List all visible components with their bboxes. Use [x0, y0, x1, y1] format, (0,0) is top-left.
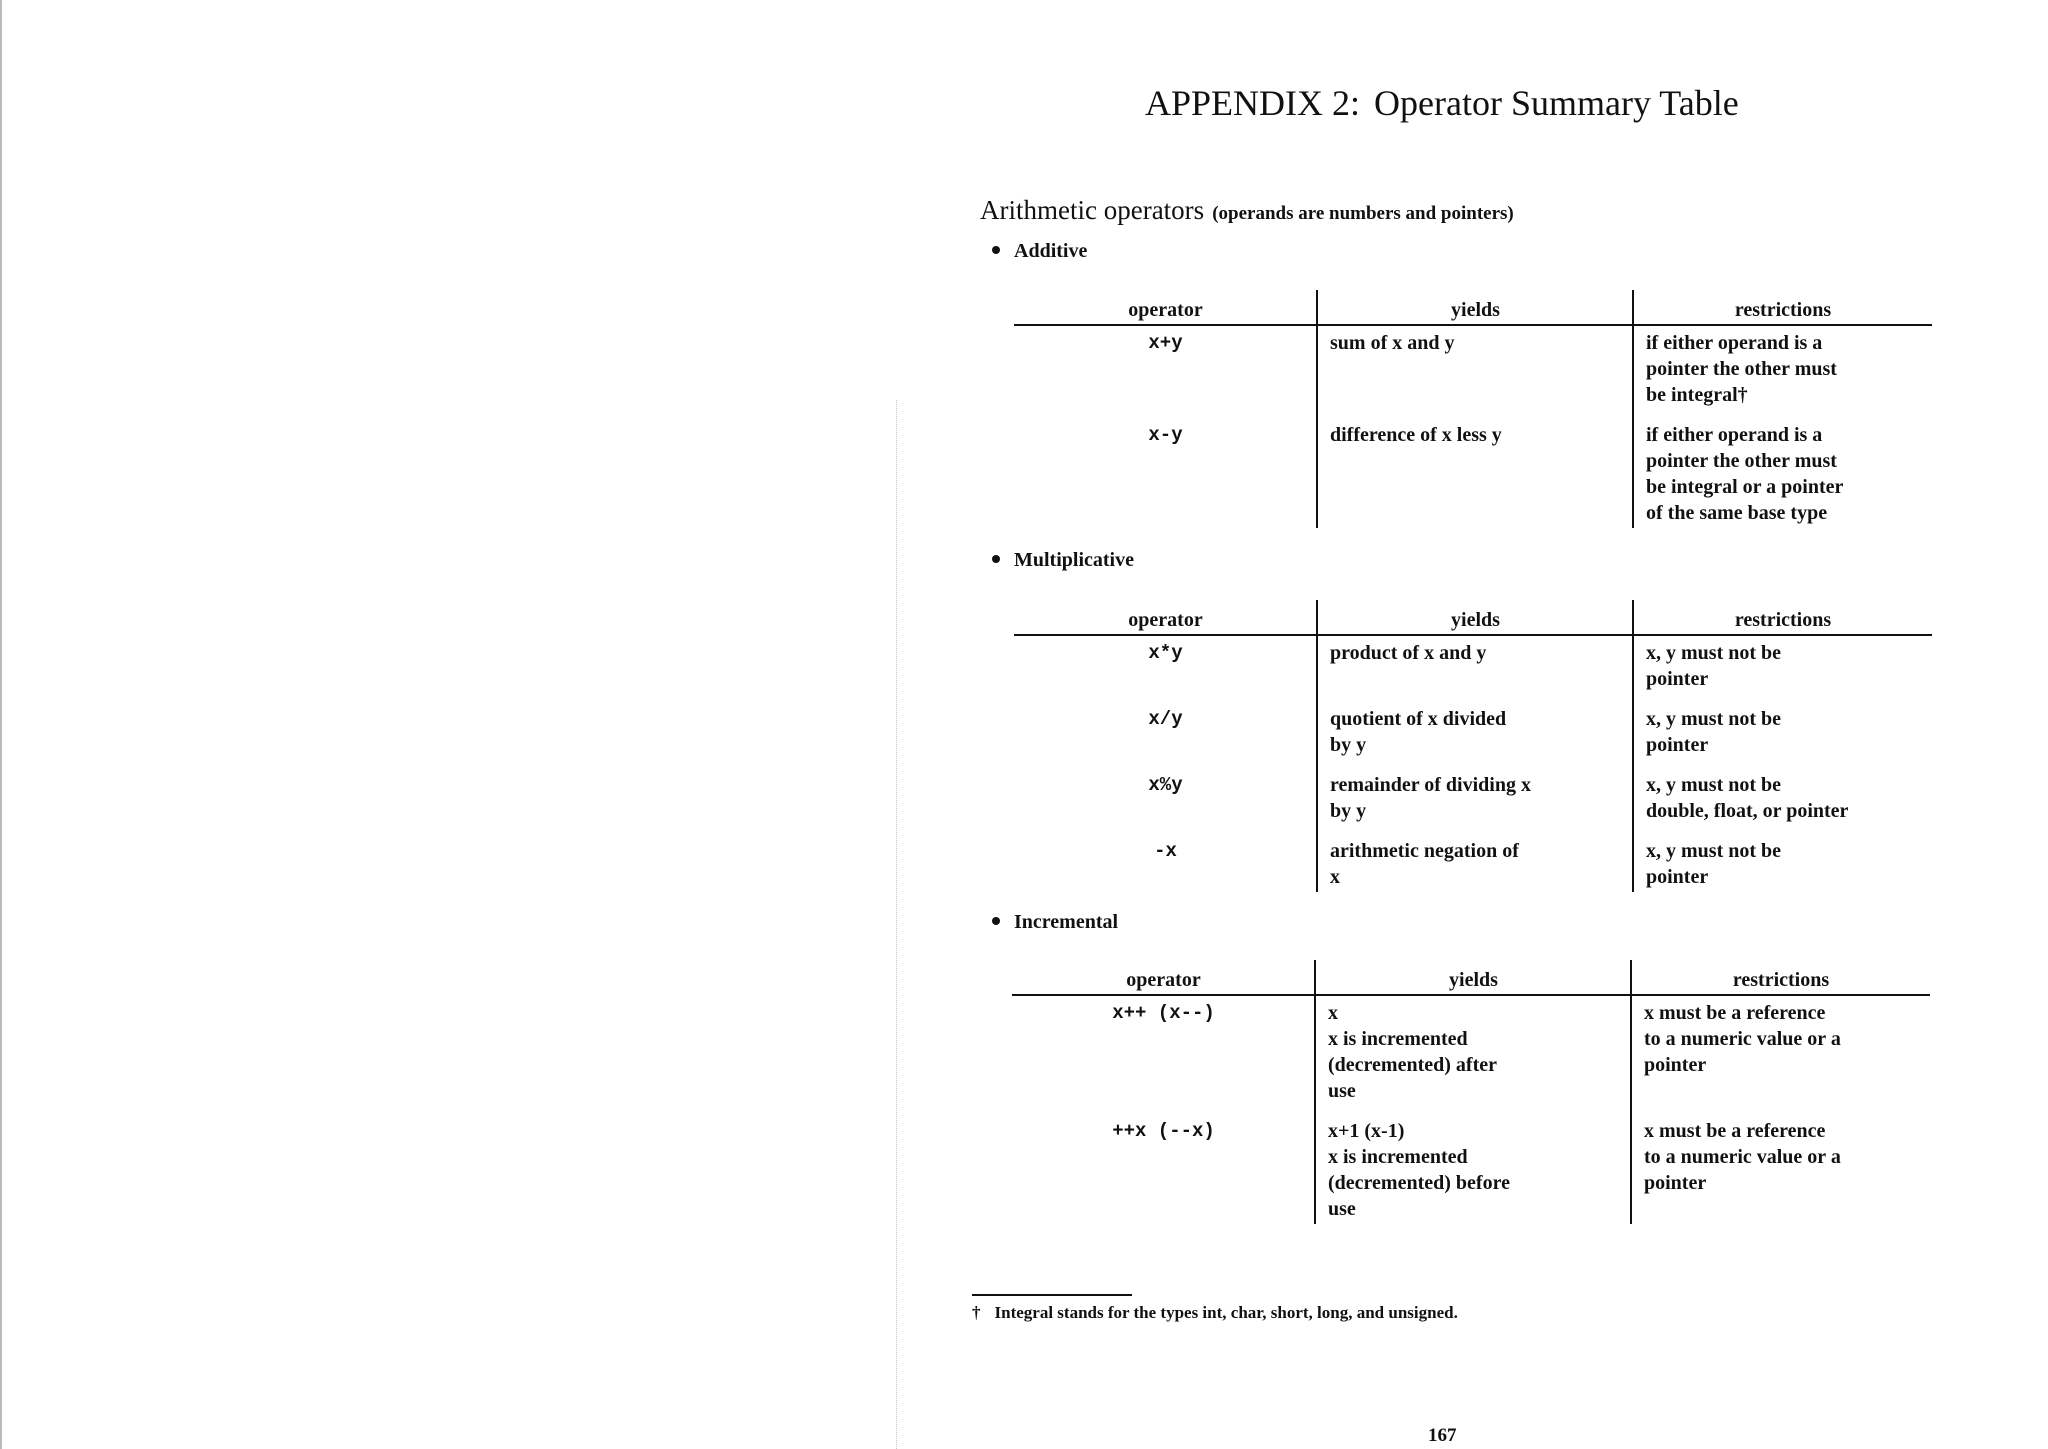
restrictions-cell [1644, 1000, 1841, 1078]
operator-cell: ++x (--x) [1112, 1120, 1215, 1142]
column-divider [1630, 960, 1632, 1224]
yields-cell [1330, 706, 1506, 758]
header-yields: yields [1449, 969, 1498, 991]
restrictions-line: x, y must not be [1646, 774, 1782, 796]
restrictions-line: x must be a reference [1644, 1120, 1826, 1142]
yields-cell [1330, 838, 1519, 890]
restrictions-cell [1646, 640, 1781, 692]
appendix-title: Operator Summary Table [1374, 83, 1739, 123]
restrictions-line: pointer [1644, 1054, 1707, 1076]
footnote-text: Integral stands for the types int, char, short, long, and unsigned. [994, 1303, 1458, 1322]
table-row [1014, 330, 1932, 422]
header-operator: operator [1126, 969, 1201, 991]
subhead-label: Incremental [1014, 911, 1119, 933]
restrictions-cell [1646, 422, 1843, 526]
table-row [1012, 1118, 1930, 1236]
restrictions-line: x, y must not be [1646, 708, 1782, 730]
table-body [1014, 326, 1932, 540]
appendix-label: APPENDIX 2: [1145, 83, 1361, 123]
restrictions-line: pointer [1646, 734, 1709, 756]
yields-line: x [1328, 1002, 1338, 1024]
table-header-row [1014, 600, 1932, 636]
yields-cell [1330, 422, 1502, 448]
restrictions-line: pointer [1646, 866, 1709, 888]
yields-line: sum of x and y [1330, 332, 1455, 354]
yields-cell [1328, 1118, 1510, 1222]
restrictions-line: to a numeric value or a [1644, 1028, 1841, 1050]
restrictions-line: x, y must not be [1646, 840, 1782, 862]
subhead-incremental [992, 911, 1118, 934]
yields-line: by y [1330, 800, 1367, 822]
additive-table [1014, 290, 1932, 540]
restrictions-cell [1646, 330, 1837, 408]
yields-line: use [1328, 1080, 1356, 1102]
yields-cell [1330, 330, 1454, 356]
operator-cell: x*y [1148, 642, 1183, 664]
multiplicative-table [1014, 600, 1932, 904]
page-title [1145, 82, 1739, 124]
restrictions-line: pointer [1646, 668, 1709, 690]
yields-line: x is incremented [1328, 1028, 1468, 1050]
header-yields: yields [1451, 299, 1500, 321]
section-title: Arithmetic operators [980, 195, 1205, 225]
subhead-label: Multiplicative [1014, 549, 1134, 571]
operator-cell: -x [1154, 840, 1177, 862]
operator-cell: x-y [1148, 424, 1183, 446]
restrictions-line: pointer the other must [1646, 450, 1837, 472]
operator-cell: x/y [1148, 708, 1183, 730]
restrictions-line: be integral or a pointer [1646, 476, 1844, 498]
table-body [1012, 996, 1930, 1236]
column-divider [1632, 290, 1634, 528]
yields-line: (decremented) before [1328, 1172, 1510, 1194]
column-divider [1632, 600, 1634, 892]
section-heading [980, 195, 1514, 226]
yields-line: use [1328, 1198, 1356, 1220]
page-number: 167 [1428, 1425, 1457, 1446]
table-body [1014, 636, 1932, 904]
dagger-symbol: † [972, 1303, 981, 1322]
restrictions-line: if either operand is a [1646, 332, 1823, 354]
restrictions-cell [1646, 772, 1848, 824]
restrictions-line: of the same base type [1646, 502, 1828, 524]
column-divider [1316, 600, 1318, 892]
subhead-additive [992, 240, 1087, 263]
restrictions-line: if either operand is a [1646, 424, 1823, 446]
restrictions-line: x, y must not be [1646, 642, 1782, 664]
restrictions-cell [1644, 1118, 1841, 1196]
restrictions-line: be integral† [1646, 384, 1748, 406]
table-row [1014, 706, 1932, 772]
header-operator: operator [1128, 299, 1203, 321]
operator-cell: x%y [1148, 774, 1183, 796]
table-row [1014, 422, 1932, 540]
table-row [1012, 1000, 1930, 1118]
yields-line: product of x and y [1330, 642, 1487, 664]
table-row [1014, 772, 1932, 838]
restrictions-line: pointer [1644, 1172, 1707, 1194]
gutter-scan-line [896, 400, 897, 1449]
header-restrictions: restrictions [1734, 299, 1832, 321]
header-restrictions: restrictions [1734, 609, 1832, 631]
restrictions-line: double, float, or pointer [1646, 800, 1849, 822]
yields-line: x [1330, 866, 1340, 888]
yields-line: x+1 (x-1) [1328, 1120, 1405, 1142]
operator-cell: x++ (x--) [1112, 1002, 1215, 1024]
yields-line: by y [1330, 734, 1367, 756]
page-binding-edge [0, 0, 2, 1449]
section-note: (operands are numbers and pointers) [1212, 203, 1514, 224]
restrictions-cell [1646, 838, 1781, 890]
column-divider [1316, 290, 1318, 528]
bullet-icon [992, 917, 1000, 925]
restrictions-line: x must be a reference [1644, 1002, 1826, 1024]
yields-cell [1330, 772, 1531, 824]
table-row [1014, 838, 1932, 904]
table-header-row [1014, 290, 1932, 326]
header-operator: operator [1128, 609, 1203, 631]
subhead-label: Additive [1014, 240, 1088, 262]
yields-line: remainder of dividing x [1330, 774, 1531, 796]
incremental-table [1012, 960, 1930, 1236]
yields-cell [1328, 1000, 1497, 1104]
table-header-row [1012, 960, 1930, 996]
footnote [972, 1303, 1458, 1323]
table-row [1014, 640, 1932, 706]
yields-line: x is incremented [1328, 1146, 1468, 1168]
subhead-multiplicative [992, 549, 1134, 572]
column-divider [1314, 960, 1316, 1224]
header-restrictions: restrictions [1732, 969, 1830, 991]
yields-line: (decremented) after [1328, 1054, 1497, 1076]
bullet-icon [992, 555, 1000, 563]
yields-line: quotient of x divided [1330, 708, 1507, 730]
yields-cell [1330, 640, 1486, 666]
restrictions-line: to a numeric value or a [1644, 1146, 1841, 1168]
restrictions-cell [1646, 706, 1781, 758]
yields-line: arithmetic negation of [1330, 840, 1519, 862]
operator-cell: x+y [1148, 332, 1183, 354]
header-yields: yields [1451, 609, 1500, 631]
restrictions-line: pointer the other must [1646, 358, 1837, 380]
yields-line: difference of x less y [1330, 424, 1502, 446]
bullet-icon [992, 246, 1000, 254]
footnote-rule [972, 1294, 1132, 1296]
